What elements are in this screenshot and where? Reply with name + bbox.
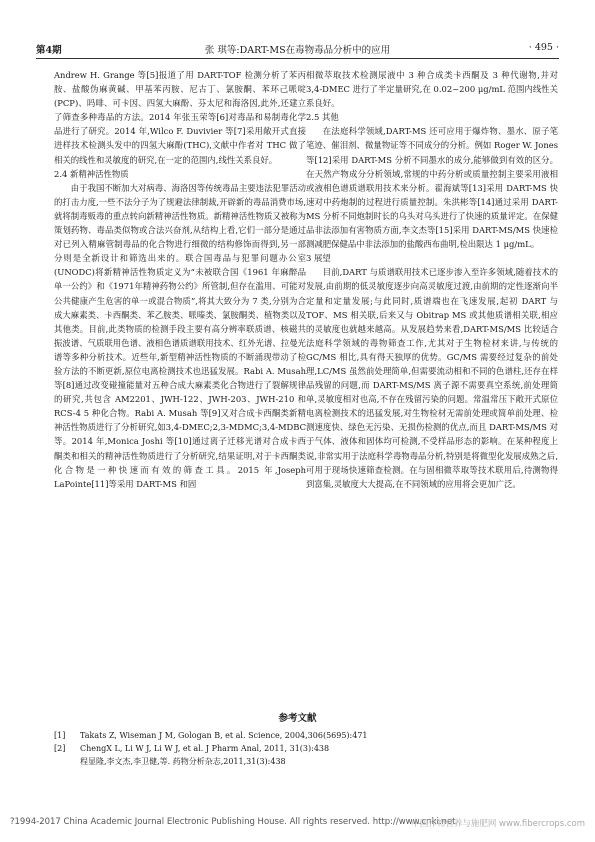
running-title: 张 琪等:DART-MS在毒物毒品分析中的应用 [204, 45, 391, 56]
reference-text: Takats Z, Wiseman J M, Gologan B, et al. Science, 2004,306(5695):471 [80, 731, 368, 740]
reference-number: [1] [54, 731, 66, 740]
running-header [36, 40, 559, 59]
paragraph: 由于我国不断加大对病毒、海洛因等传统毒品主要违法犯罪活动的打击力度,一些不法分子为了规避法律制裁,开辟新的毒品消费市场,就将制毒贩毒的重点转向新精神活性物质。新精神活性物质又被称为策划药物、毒品类似物或合法兴奋剂,从结构上看,它们一部分是通过对已列入精麻管制毒品的化合物进行细微的结构修饰而得到,另一部分则是全新设计和筛选出来的。联合国毒品与犯罪问题办公室(UNODC)将新精神活性物质定义为“未被联合国《1961 年麻醉品单一公约》和《1971年精神药物公约》所管制,但存在滥用、可能对公共健康产生危害的单一或混合物质”,将其大致分为 7 类,分别为合成大麻素类、卡西酮类、苯乙胺类、哌嗪类、氯胺酮类、植物类以及其他类。目前,此类物质的检测手段主要有高分辨率联质谱、核磁共振波谱、气质联用色谱、液相色谱质谱联用技术、红外光谱、拉曼光谱等多种分析技术。近些年,新型精神活性物质的不断涌现带动了检验方法的不断更新,原位电离检测技术也迅猛发展。Rabi A. Musah 等[8]通过改变碰撞能量对五种合成大麻素类化合物进行了裂解规律的研究,共包含 AM2201、JWH-122、JWH-203、JWH-210 和 RCS-4 5 种化合物。Rabi A. Musah 等[9]又对合成卡西酮类新精神活性物质进行了分析研究,如3,4-DMEC;2,3-MDMC;3,4-MDBC 等。2014 年,Monica Joshi 等[10]通过离子迁移光谱对合成卡西酮类和相关的精神活性物质进行了分析研究,结果证明,对于卡西酮类化合物是一种快速而有效的筛查工具。2015 年,Joseph LaPointe[11]等采用 DART-MS 和固 [54, 182, 306, 489]
reference-item [54, 755, 541, 768]
left-column [54, 68, 306, 491]
watermark-text: 中国作物营养与施肥网 www.fibercrops.com [411, 819, 585, 829]
reference-item [54, 742, 541, 755]
references [54, 712, 541, 768]
reference-text: ChengX L, Li W J, Li W J, et al. J Pharm Anal, 2011, 31(3):438 [80, 744, 330, 753]
reference-text: 程显隆,李文杰,李卫健,等. 药物分析杂志,2011,31(3):438 [80, 757, 286, 766]
paragraph: 目前,DART 与质谱联用技术已逐步渗入至许多领域,随着技术的发展,由前期的低灵敏度逐步向高灵敏度过渡,由前期的定性逐渐向半定量和定量发展;与此同时,质谱端也在飞速发展,起初 DART 与 TOF、MS 相关联,后来又与 Obitrap MS 或其他质谱相关联,相应的灵敏度也就越来越高。从发展趋势来看,DART-MS/MS 比较适合法庭科学领域的毒物筛查工作,尤其对于生物检材来讲,与传统的 GC/MS 相比,具有得天独厚的优势。GC/MS 需要经过复杂的前处理,LC/MS 虽然前处理简单,但需要流动相和不同的色谱柱,还存在样品残留的问题,而 DART-MS/MS 离子源不需要真空系统,前处理简单,灵敏度相对也高,不存在残留污染的问题。常温常压下敞开式原位电离检测技术的迅猛发展,对生物检材无需前处理或简单前处理、检测速度快、绿色无污染、无损伤检测的优点,而且 DART-MS/MS 对于气体、液体和固体均可检测,不受样品形态的影响。在某种程度上说,非常实用于法庭科学毒物毒品分析,特别是将微型化发展成熟之后,可用于现场快速筛查检测。在与固相微萃取等技术联用后,待测物得到富集,灵敏度大大提高,在不同领域的应用将会更加广泛。 [306, 267, 558, 489]
page-footer [10, 817, 585, 827]
right-column [306, 68, 558, 491]
page-number: · 495 · [528, 42, 559, 53]
paragraph: 相微萃取技术检测尿液中 3 种合成类卡西酮及 3 种代谢物,并对 3,4-DMEC 进行了半定量研究,在 0.02~200 μg/mL 范围内线性关系良好。 [306, 70, 558, 109]
reference-item [54, 729, 541, 742]
section-heading-2-4: 2.4 新精神活性物质 [54, 168, 129, 179]
paragraph: 在法庭科学领域,DART-MS 还可应用于爆炸物、墨水、原子笔笔迹、催泪剂、微量物证等不同成分的分析。例如 Roger W. Jones 等[12]采用 DART-MS 分析不同墨水的成分,能够做到有效的区分。在天然产物成分分析领域,常规的中药分析或质量控制主要采用液相或液相色谱质谱联用技术来分析。翟海斌等[13]采用 DART-MS 快速对中药炮制的过程进行质量控制。朱洪彬等[14]通过采用 DART-MS 分析不同炮制时长的乌头对乌头进行了快速的质量评定。在保健品非法添加有害物质方面,李文杰等[15]采用 DART-MS/MS 快速检测减肥保健品中非法添加的盐酸西布曲明,检出限达 1 μg/mL。 [306, 126, 558, 250]
copyright-line: ?1994-2017 China Academic Journal Electronic Publishing House. All rights reserved. http://www.cnki.net [10, 817, 456, 827]
section-heading-3: 3 展望 [306, 253, 331, 264]
section-heading-2-5: 2.5 其他 [306, 112, 339, 123]
reference-number: [2] [54, 744, 66, 753]
issue-number: 第4期 [36, 45, 62, 56]
paragraph: Andrew H. Grange 等[5]报道了用 DART-TOF 检测分析了苯丙胺、盐酸伪麻黄碱、甲基苯丙胺、尼古丁、氯胺酮、苯环己哌啶(PCP)、吗啡、可卡因、四氢大麻酚、芬太尼和海洛因,此外,还建立了筛查多种毒品的方法。2014 年张玉荣等[6]对毒品和易制毒化学品进行了研究。2014 年,Wilco F. Duvivier 等[7]采用敞开式直接进样技术检测头发中的四氢大麻酚(THC),文献中作者对 THC 做了相关的线性和灵敏度的研究,在一定的范围内,线性关系良好。 [54, 70, 306, 165]
references-title: 参考文献 [278, 713, 317, 724]
